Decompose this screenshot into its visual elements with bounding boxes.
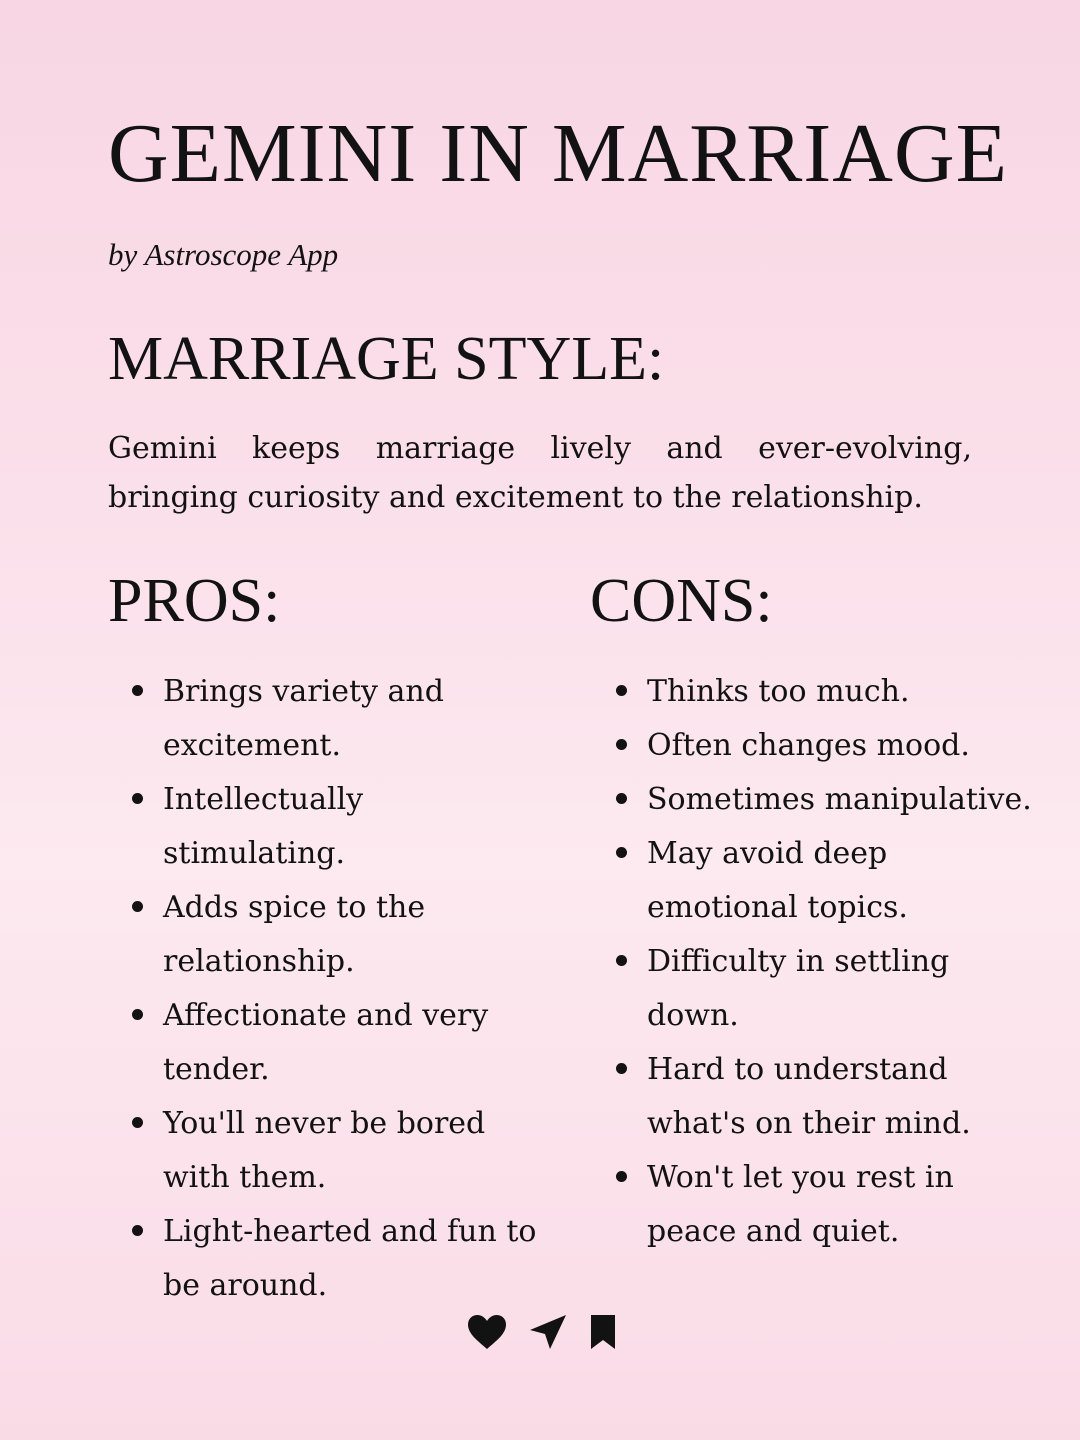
bullet-icon [132,1225,143,1236]
cons-item-text: Difficulty in settling down. [647,944,950,1033]
cons-item-text: Sometimes manipulative. [647,782,1032,817]
marriage-style-description: Gemini keeps marriage lively and ever-evolving, bringing curiosity and excitement to the relationship. [108,431,972,515]
cons-item [616,1151,1036,1259]
bullet-icon [616,685,627,696]
bullet-icon [132,1117,143,1128]
pros-item-text: Brings variety and excitement. [163,674,444,763]
pros-item-text: Light-hearted and fun to be around. [163,1214,537,1303]
pros-item-text: Affectionate and very tender. [163,998,489,1087]
cons-item [616,773,1036,827]
pros-item [132,773,552,881]
bullet-icon [616,1171,627,1182]
bullet-icon [616,793,627,804]
send-icon[interactable] [528,1313,568,1351]
bullet-icon [616,955,627,966]
pros-item [132,989,552,1097]
bullet-icon [132,901,143,912]
bullet-icon [616,847,627,858]
pros-item-text: Adds spice to the relationship. [163,890,426,979]
bullet-icon [616,1063,627,1074]
byline: by Astroscope App [108,237,339,272]
bullet-icon [616,739,627,750]
heart-icon[interactable] [466,1313,508,1351]
pros-item-text: You'll never be bored with them. [163,1106,486,1195]
bullet-icon [132,1009,143,1020]
cons-heading: CONS: [590,567,773,635]
bullet-icon [132,793,143,804]
page-title: GEMINI IN MARRIAGE [108,107,1008,200]
cons-item-text: May avoid deep emotional topics. [647,836,908,925]
marriage-style-heading: MARRIAGE STYLE: [108,325,665,393]
bookmark-icon[interactable] [588,1313,618,1351]
cons-item-text: Thinks too much. [647,674,910,709]
pros-item-text: Intellectually stimulating. [163,782,364,871]
pros-item [132,665,552,773]
pros-list [132,665,552,1313]
cons-item-text: Hard to understand what's on their mind. [647,1052,971,1141]
cons-item-text: Won't let you rest in peace and quiet. [647,1160,954,1249]
pros-item [132,881,552,989]
pros-item [132,1205,552,1313]
cons-list [616,665,1036,1259]
cons-item [616,827,1036,935]
cons-item [616,719,1036,773]
bullet-icon [132,685,143,696]
cons-item [616,665,1036,719]
pros-item [132,1097,552,1205]
cons-item [616,1043,1036,1151]
cons-item [616,935,1036,1043]
cons-item-text: Often changes mood. [647,728,970,763]
action-bar [466,1310,618,1354]
pros-heading: PROS: [108,567,281,635]
